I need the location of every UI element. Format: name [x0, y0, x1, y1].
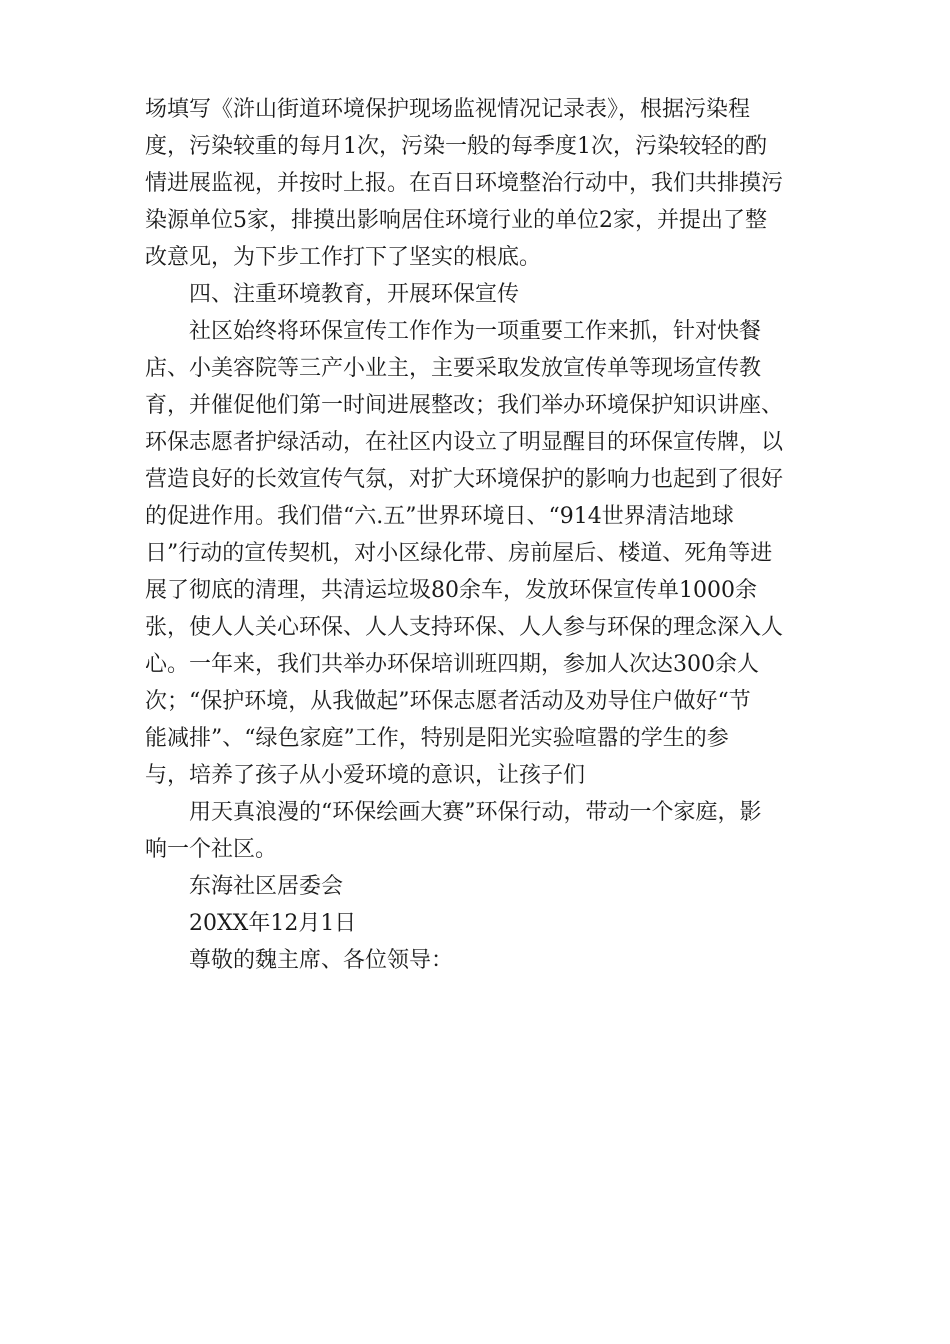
body-line: 场填写《浒山街道环境保护现场监视情况记录表》，根据污染程: [145, 97, 751, 122]
body-line: 心。一年来，我们共举办环保培训班四期，参加人次达300余人: [145, 652, 759, 677]
body-line: 情进展监视，并按时上报。在百日环境整治行动中，我们共排摸污: [145, 171, 784, 196]
body-line: 与，培养了孩子从小爱环境的意识，让孩子们: [145, 763, 586, 788]
body-line: 营造良好的长效宣传气氛，对扩大环境保护的影响力也起到了很好: [145, 467, 784, 492]
document-body: [145, 91, 815, 979]
body-line: 环保志愿者护绿活动，在社区内设立了明显醒目的环保宣传牌，以: [145, 430, 784, 455]
body-line: 响一个社区。: [145, 837, 278, 862]
signature-organization: 东海社区居委会: [189, 874, 344, 899]
body-line: 社区始终将环保宣传工作作为一项重要工作来抓，针对快餐: [189, 319, 762, 344]
signature-date: 20XX年12月1日: [189, 911, 357, 936]
body-line: 能减排”、“绿色家庭”工作，特别是阳光实验喧嚣的学生的参: [145, 726, 729, 751]
body-line: 店、小美容院等三产小业主，主要采取发放宣传单等现场宣传教: [145, 356, 762, 381]
body-line: 日”行动的宣传契机，对小区绿化带、房前屋后、楼道、死角等进: [145, 541, 773, 566]
body-line: 育，并催促他们第一时间进展整改；我们举办环境保护知识讲座、: [145, 393, 784, 418]
body-line: 的促进作用。我们借“六.五”世界环境日、“914世界清洁地球: [145, 504, 734, 529]
body-line: 度，污染较重的每月1次，污染一般的每季度1次，污染较轻的酌: [145, 134, 767, 159]
section-heading: 四、注重环境教育，开展环保宣传: [189, 282, 520, 307]
body-line: 染源单位5家，排摸出影响居住环境行业的单位2家，并提出了整: [145, 208, 767, 233]
body-line: 展了彻底的清理，共清运垃圾80余车，发放环保宣传单1000余: [145, 578, 757, 603]
body-line: 次；“保护环境，从我做起”环保志愿者活动及劝导住户做好“节: [145, 689, 751, 714]
salutation: 尊敬的魏主席、各位领导：: [189, 948, 454, 973]
body-line: 张，使人人关心环保、人人支持环保、人人参与环保的理念深入人: [145, 615, 784, 640]
body-line: 改意见，为下步工作打下了坚实的根底。: [145, 245, 542, 270]
body-line: 用天真浪漫的“环保绘画大赛”环保行动，带动一个家庭，影: [189, 800, 762, 825]
